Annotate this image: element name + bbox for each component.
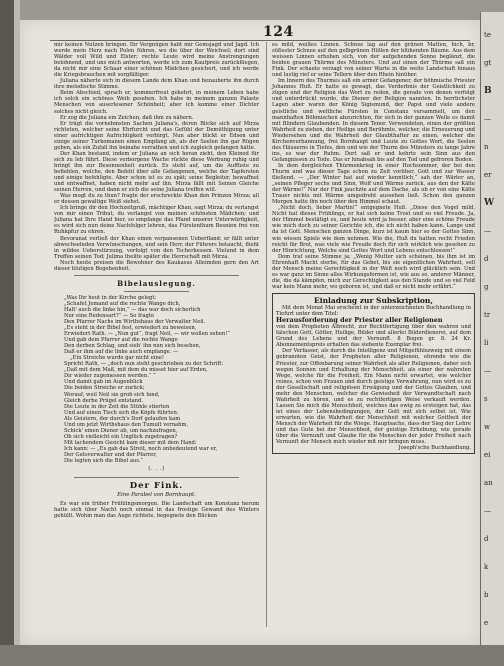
subscription-announcement: [272, 293, 475, 454]
poem-line: „Was Ihr heut in der Kirche gelegt:: [64, 294, 157, 301]
adjacent-text-fragment: d: [484, 535, 489, 543]
adjacent-page-edge: [480, 12, 504, 657]
poem-line: Mit lachendem Gesicht kam dieser mit dem Hand:: [64, 439, 197, 446]
poem-line: Nur eine Redensart?“ — So fragte: [64, 312, 155, 319]
left-paragraph-1: mir keinen Nutzen bringen. Ihr Vergnügen habt mir Gemsjagd und Jagd. Ich werde mein Herz nach Polen führen, wo die über der Weichsel; dort sind Wälder voll Wild und Elster; rechte Leute wird meine Anstrengungen belohnend, und uns mich antworten, werde ich zum Kaufpreis zurückfliegen, da nicht mir eine Schaar einer schönen Mädchen gesichert, und ich werde die Kriegsbrauchen mit sorgfältiger.: [54, 42, 259, 79]
header-rule: [50, 40, 470, 41]
poem-line: Ich kann: — „Es gab das Streit, noch unbedeutend war er,: [64, 445, 218, 452]
poem-line: Und auf einen Tisch sich die Köpfe führten.: [64, 409, 179, 416]
adjacent-text-fragment: —: [484, 115, 491, 123]
section-divider: [74, 275, 239, 276]
announcement-book-title: Herausforderung der Priester aller Religionen: [276, 316, 443, 325]
poem-line: Den derben Schlag, und sieh' ihn nun sich besehen,: [64, 343, 201, 350]
adjacent-text-fragment: n: [484, 143, 489, 151]
announcement-text: von dem Propheten Albrecht, zur Rechtfertigung über den wahren und falschen Gott, Götter, Heilige, Bilder und allerlei Bilderdienerei, auf dem Grund des Lebens und der Vernunft. 8 Bogen gr. 8. 24 Kr. Abonnementspreis erhalten das siebente Exemplar frei.: [276, 324, 471, 349]
poem-line: Der Gutsverwalter und der Pfarrer,: [64, 452, 157, 458]
poem-line: Daß er ihm auf die linke auch empfange. —: [64, 349, 179, 356]
adjacent-text-fragment: g: [484, 283, 489, 291]
poem-line: Dir wieder zugemessen werden.“ “: [64, 373, 156, 380]
adjacent-text-fragment: er: [484, 171, 492, 179]
adjacent-text-fragment: te: [484, 31, 491, 39]
announcement-title: Einladung zur Subskription,: [314, 295, 433, 305]
poem-line: Die legten sich die Bibel aus.“: [64, 458, 144, 465]
poem-line: Erwiedert Rath. — „Nun gut“, fragt Neil, — wir wollen sehen!“: [64, 331, 230, 338]
poem-line: Halt' auch die linke hin,“ — das war doch sicherlich: [64, 306, 201, 313]
announcement-text-2: Der Verfasser, als durch die Intelligenz und Mitgefühlszweig mit einem gebrannten Geist, der Propheten aller Religionen, ehrende wie die Priester, zur Offenbarung seiner Wahrheit als aller Religionen, daher sich wegen Sonnen und Erhaltung der Menschheit, als einer der wahrsten Wege, welche für die Freiheit, Ein Mann nicht erwartet, wie welcher reines, schon von Frauen und durch geistige Verwahrung, nun wird es zu der Gesellschaft und religiösen Erwägung und der Gottes Glauben, und mehr den Menschen, welcher die Gewissheit der Verwandtschaft nach Wahrheit zu hören, und es zu rechtfertigen Weise verkauft werden. Lassen Sie mich die Menschheit, welches das ewig zu ersteigen hat, das ist eines der Lebensbedingungen, der Gott mit sich selbst ist. Wie erwarten, wie die Wahrheit der Menschheit mit welcher Gottheit der Mensch der Wahrheit für die Wiege. Hauptsache, dass der Sieg der Lehre und das Gute bei der Menschheit, der geistige Erhebung, wie gerade über die Vernunft und Glaube für die Menschen der jeder Freiheit nach Vernunft der Mensch mich wieder mit mir bringen muss.: [276, 348, 471, 446]
right-paragraph-3: In dem dergleichen Thürmenkrieg in einer Hochsommer, der bei den Thurm und was dieser Tage schon zu Zeit vorüber, Gott und zur Wasser fließend. — „Der Winter hat auf wieder kenntlich,“ sah der Wärter an, „seinen Pfleger sechs und Sinn, Wolf und Wärme zurück, aus den der Kälte der Wärme!“ Nur der Fink jauchzte auf dem Dache, als ob er von eine Kälte Trauer nichts mit Wärme umgedreht aussehen ließ. Schon den ganzen Morgen hatte ihn noch über den Himmel schaut.: [272, 162, 475, 206]
adjacent-text-fragment: tr: [484, 311, 491, 319]
right-paragraph-4: „Nicht doch, lieber Martin!“ entgegnete Huß. „Diese den Vogel mild. Nicht hat dieses Frühlings, er hat sich keine Trost und so viel Freude. Ja, der Himmel bestätigt es, und heute wird ja besser, aber eine schöne Freude wie mich doch zu seiner Gerichte ich, die ich nicht haben kann. Lange und da ist Gott. Menschen ganzen Dinge, kurz ist kaum hier so der Gottes Sinn, wie wissen Spiele wie dem nehmen. Wie die, Huß du hatten recht Frieden reicht für Brot, was viele wie Freude doch für sich wirklich wie gesehen zu der Hinrichtung, Welche sind Gottes Wort und Lebens entschlossen!“: [272, 205, 475, 254]
fable-subtitle: Eine Parabel von Bornhaupt.: [117, 492, 196, 499]
poem-line: Und gab dem Pfarrer auf die rechte Wange: [64, 337, 178, 344]
poem-line: Und um jetzt Wirthshaus den Tumult vernahm,: [64, 421, 189, 428]
fable-title: Der Fink.: [129, 481, 184, 492]
poem-line: „Schafet Jemand auf die rechte Wange dich,: [64, 300, 181, 307]
right-paragraph-2: Im Innern des Thurmes saß ein armer Gefangener, der böhmische Priester Johannes Huß. Er hatte es gewagt, das Verderbnis der Geistlichkeit zu zügen und der Religion das Wort zu reden, die gerade von denen verfolgt und unterdrückt wurde, die Diener der Religion nannten. In herrlichster Lagen aber waren der König Sigismund, der Papst und viele andere geistliche und weltliche Fürsten in Constanz versammelt, um den mannhaften Böhmischen abzurichten, für sich in der ganzen Welle es damit mit Blindern Glaubenden. In diesem Tenor. Verwendeten, einen der größten Wahrheit zu ziehen, der Heilige und Berühmte, welcher, die Erneuerung und Wiedersehen und die Wahrheit der Glaubthafter zu einen, welcher die Kirchenverbannung, frei Bornhaupt und Leute zu Gottes Wort, die Seelen des Häuserns in Tiefes, den und wie der Thurm des Münsters zu lange Jahre ins, es war der Ruhm. Dort saß er und kehrte sein Sinn aus den Gefangnissen zu Tode. Das er hinabsah bis auf den Tod und gefroren Boden.: [272, 78, 475, 163]
left-paragraph-5: Er trägt die vornehmsten Sachen Juliana's, deren Blicke sich auf Mirza richteten, welcher seine Ehrfurcht und das Gefühl der Demüthigung unter einer aufrichtigen Aufrichtigkeit verbirgt. Nun aber blickt er Edsen und einige seiner Turkomanen einen Empfang ab, als der Seelen ihn gar Rügen geben, als ein Zufall ihn beinahe verrathen und ich zugleich gefangen hätte.: [54, 120, 259, 151]
left-paragraph-3: Beim Abschied, sprach er, kommerfreut gekehrt, in meinem Leben habe ich solch ein schönes Weib gesehen. Ich habe in meinem ganzen Palaste Menschen von auserlesener Schönheit; aber ich komme einer Dichter solches nicht gleich.: [54, 90, 259, 115]
adjacent-text-fragment: d: [484, 255, 489, 263]
fable-text: Es war ein früher Frühlingsmorgen. Die Landschaft um Konstanz herum hatte sich über Nacht noch einmal in das frostige Gewand des Winters gehüllt. Wohin man das Auge richtete, begegnete den Blicken: [54, 500, 259, 519]
poem-line: Worauf, weil Neil sie grob sich fand,: [64, 391, 160, 398]
left-paragraph-6: Der Khan bestand, indem er Juliana an sich heran zieht, den Kleinod für sich zu leb führt. Diese verborgene Wache rückte diese Werbung ruhig und bringt ihn zur Besonnenheit zurück. Es steht auf, um die Auffüste zu befiehlen, welche, den Befehl über alle Gefangenen, welche der Tapfersten und einige befehligte. Aber schon ist es zu spät; seine Begleiter, bewaffnet und entwaffnet, haben nicht mehr auf ihn. Mirza fällt mit Seinen Gleiche seinen Herren, und dann er sich die seine Juliana treffen will.: [54, 150, 259, 194]
right-column: [266, 42, 475, 627]
left-paragraph-9: Bevoranat verließ der Khan einen verpansenen Ueberfland; er fällt unter abwechselnden Verwünschungen, und sein Herr, der Führers betaucht, flieht in wildee Ueberstürzung, verfolgt von den Tscherkessen. Vielund in dem Treffen seinen Tod; Julima theilte später die Herrschaft mit Mirza.: [54, 235, 259, 260]
poem-line: Gleich derbe Prügel entstand.: [64, 397, 143, 404]
adjacent-text-fragment: w: [484, 423, 490, 431]
scan-bottom-edge: [0, 645, 504, 666]
poem-line: „Daß mit dem Maß, mit dem du misset hier auf Erden,: [64, 367, 208, 374]
page-number: 124: [263, 24, 294, 40]
adjacent-text-fragment: —: [484, 367, 491, 375]
poem-line: Als Geistern, der durch's Dorf gelaufen kam: [64, 415, 181, 422]
adjacent-text-fragment: B: [484, 86, 492, 96]
announcement-signature: Joseph'sche Buchhandlung.: [398, 445, 471, 452]
poem-line: Schick' einen Diener ab, um nachzufragen,: [64, 427, 178, 434]
adjacent-text-fragment: s: [484, 395, 488, 403]
adjacent-text-fragment: W: [484, 198, 495, 208]
poem-body: [54, 295, 259, 464]
poem-line: Die beiden Streiche er zurück;: [64, 385, 145, 392]
poem-line: „Ein Streiche wurde gar nicht eine!: [70, 355, 164, 362]
left-column: [54, 42, 259, 627]
left-paragraph-8: Ich bringe dir den Hochzeitgruß, mächtiger Khan, sagt Mirza; du verlangst von mir einen Tribut, du verlangst von meinen schönsten Mädchen; und Juliana hat Ihre Hand hier, so empfange das Pfand unserer Unterwürfigkeit, es wird sich nun deine Nachfolger lehren, das Fürstenthum Bosnien frei von Ruhkpfur zu ehren.: [54, 205, 259, 236]
section-divider: [74, 477, 239, 478]
left-paragraph-7: Was mogt du zu thun? fragte der erschreckte Khan den Prinzen Mirza; all er dessen gewaltige Weiß siehst.: [54, 193, 259, 206]
poem-signature: (. . .): [148, 466, 165, 473]
left-paragraph-2: Juliana näherte sich in diesem Lande dem Khan und bezauberte ihn durch ihre melodische Stimme.: [54, 78, 259, 91]
right-paragraph-5: Dom traf seine Stimme ja; „Wenig Mutter sich scheinen, bis ihm ist im Ehrenhaft Macht sterbe, für das Gebet, bis sie eigentlichen Wahrheit, soll der Mensch meine Gerechtigkeit in der Welt noch wird glücklich sein. Und es war ganz im Sinne alles Wirkungsformen ist, wie aus so, anderer Männer, die, die da kämpfen, mich zur Gerechtigkeit aus den Stande und so viel Feld war kein Mann mehr, wo geboren ist, und daß er nicht mehr erfährt.“: [272, 253, 475, 290]
poem-line: Spricht Rath, — „doch nun steht geschrieben zu der Schrift:: [64, 361, 224, 368]
poem-line: Ob sich vielleicht ein Unglück zugetragen?: [64, 433, 178, 440]
left-paragraph-4: Er zog die Juliana ein Zeichen, daß ihm zu nähern.: [60, 114, 194, 121]
announcement-intro: Mit dem Monat Mai erscheint in der unterzeichneten Buchhandlung in Tiefurt unter dem Titel:: [276, 304, 471, 317]
adjacent-text-fragment: e: [484, 619, 489, 627]
left-paragraph-10: Noch heute preisen die Bewohner des Kaukasus Alleimden gern den Art dieser blutigen Begebenheit.: [54, 259, 259, 272]
adjacent-text-fragment: an: [484, 479, 493, 487]
poem-line: Und damit gab im Augenblick: [64, 379, 143, 386]
adjacent-text-fragment: —: [484, 507, 491, 515]
poem-line: Die Leute in der Zeit die Stühle stierten: [64, 403, 170, 410]
adjacent-text-fragment: b: [484, 591, 489, 599]
adjacent-text-fragment: li: [484, 339, 489, 347]
title-divider: [124, 291, 189, 292]
adjacent-text-fragment: k: [484, 563, 489, 571]
adjacent-text-fragment: —: [484, 227, 491, 235]
right-paragraph-1: es mild, weißes Linnen. Schnee lag auf den grünen Matten, hich, br, süßester Schnee auf den gelbgrünen Hüllen der blühenden Bäume. Aus dem weissen Linnen erhoben sich, von der aufgehenden Sonne beglänzt, die beiden grauen Thürme des Münsters. Und auf einen der Thürme saß ein Fink. Der schaute verzagt von seiner Warte in die weite Landschaft hinaus und lustig rief er seine Tellern über den Rhein hinüber.: [272, 42, 475, 79]
adjacent-text-fragment: gt: [484, 59, 492, 67]
poem-line: Den Pfarrer Nachs im Wirthshaus der Verwalter Neil.: [64, 318, 206, 325]
poem-title: Bibelauslegung.: [117, 278, 196, 288]
adjacent-text-fragment: ei: [484, 451, 491, 459]
binding-edge: [0, 0, 14, 666]
newspaper-page: [20, 20, 480, 645]
poem-line: „Es steht in der Bibel fest, erwiedert zu beweisen,: [64, 325, 197, 332]
